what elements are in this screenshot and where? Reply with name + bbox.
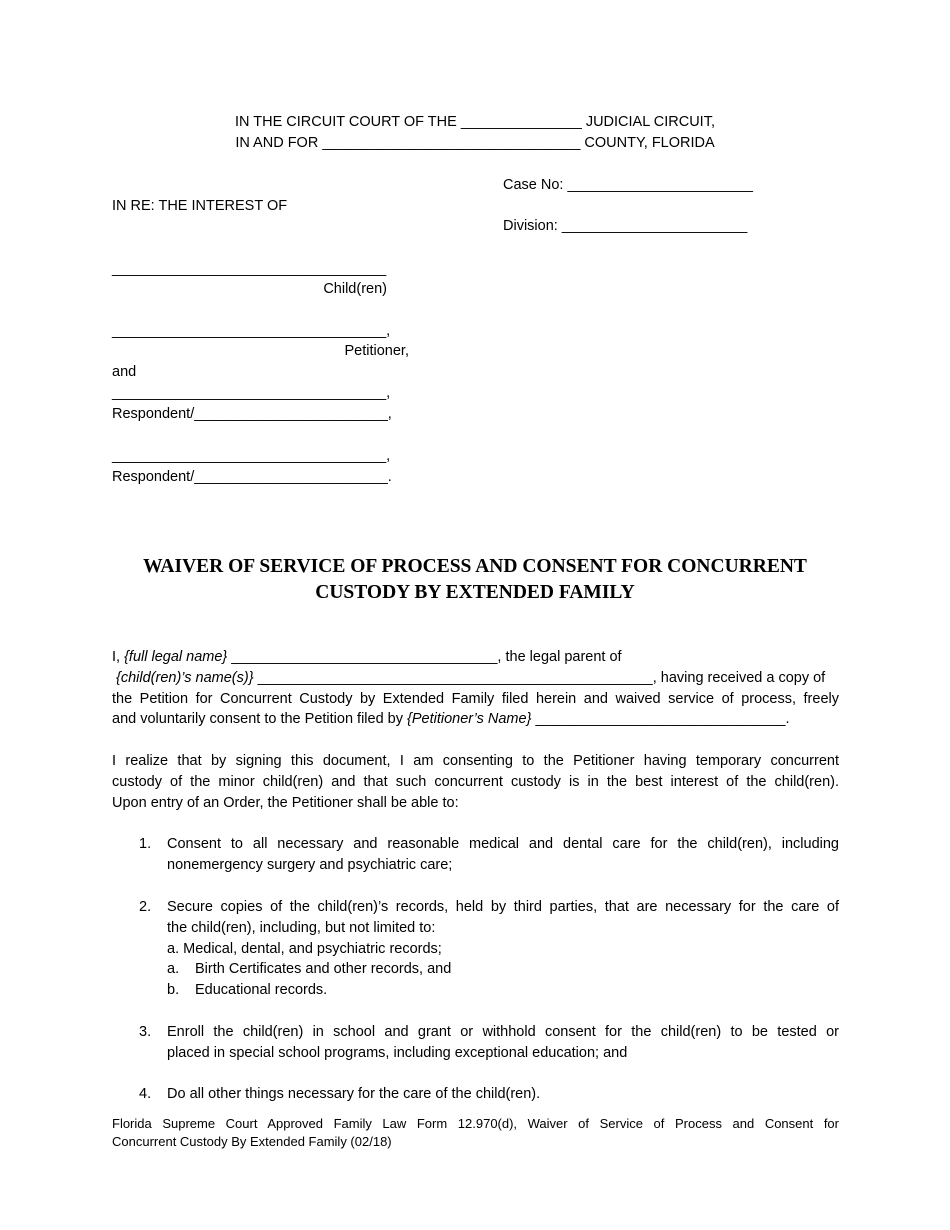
consent-text: _______________________________. xyxy=(531,711,790,728)
form-title-line-2: CUSTODY BY EXTENDED FAMILY xyxy=(315,582,635,603)
list-item-2-sub-birth: Birth Certificates and other records, and xyxy=(195,961,452,977)
division-field: Division: _______________________ xyxy=(503,218,748,234)
court-county-line: IN AND FOR ________________________________ COUNTY, FLORIDA xyxy=(235,135,715,151)
list-item-2-line-2: the child(ren), including, but not limited to: xyxy=(167,919,436,936)
consent-paragraph xyxy=(112,647,839,730)
respondent-1-line: Respondent/________________________, xyxy=(112,406,392,422)
respondent-2-line: Respondent/________________________. xyxy=(112,469,392,485)
consent-line-3: the Petition for Concurrent Custody by Extended Family filed herein and waived service of process, freely xyxy=(112,690,839,707)
list-item-3-line-1: Enroll the child(ren) in school and grant or withhold consent for the child(ren) to be tested or xyxy=(167,1024,839,1040)
footer-line-1: Florida Supreme Court Approved Family Law Form 12.970(d), Waiver of Service of Process and Consent for xyxy=(112,1116,839,1131)
consent-line-1 xyxy=(112,647,839,668)
children-names-prompt: {child(ren)’s name(s)} xyxy=(116,669,254,686)
list-item-1-number: 1. xyxy=(139,836,152,852)
list-item-3 xyxy=(167,1022,839,1064)
footer-line-2: Concurrent Custody By Extended Family (02/18) xyxy=(112,1134,392,1149)
list-item-2-number: 2. xyxy=(139,899,152,915)
list-item-4 xyxy=(167,1084,839,1105)
consent-text: and voluntarily consent to the Petition filed by xyxy=(112,711,408,728)
consent-text: I, xyxy=(112,649,125,665)
petitioner-name-blank: __________________________________, xyxy=(112,323,391,339)
court-circuit-line: IN THE CIRCUIT COURT OF THE _______________ JUDICIAL CIRCUIT, xyxy=(234,114,715,130)
consent-line-4 xyxy=(112,709,839,730)
list-item-1-line-1: Consent to all necessary and reasonable medical and dental care for the child(ren), including xyxy=(167,836,839,852)
list-item-2-sub-birth-marker: a. xyxy=(167,961,180,977)
realization-line-1: I realize that by signing this document, I am consenting to the Petitioner having temporary concurrent xyxy=(112,753,839,769)
list-item-2-line-1: Secure copies of the child(ren)’s records, held by third parties, that are necessary for the care of xyxy=(167,899,839,915)
child-name-blank: __________________________________ xyxy=(112,261,387,277)
consent-line-2 xyxy=(112,668,839,689)
consent-text: _________________________________, the legal parent of xyxy=(227,649,622,665)
list-item-2-sub-educational: Educational records. xyxy=(195,982,328,998)
list-item-1 xyxy=(167,834,839,876)
full-legal-name-prompt: {full legal name} xyxy=(124,649,228,665)
realization-line-2: custody of the minor child(ren) and that such concurrent custody is in the best interest of the child(ren). xyxy=(112,773,839,790)
case-number-field: Case No: _______________________ xyxy=(503,177,753,193)
realization-paragraph xyxy=(112,751,839,813)
list-item-4-line-1: Do all other things necessary for the care of the child(ren). xyxy=(167,1086,541,1102)
list-item-3-number: 3. xyxy=(139,1024,152,1040)
respondent-2-name-blank: __________________________________, xyxy=(112,448,391,464)
list-item-2 xyxy=(167,897,839,959)
consent-text: _________________________________________________, having received a copy of xyxy=(253,669,826,686)
form-footer xyxy=(112,1115,839,1151)
list-item-2-sub-educational-marker: b. xyxy=(167,982,180,998)
list-item-1-line-2: nonemergency surgery and psychiatric care; xyxy=(167,856,453,873)
child-label: Child(ren) xyxy=(323,281,387,297)
and-label: and xyxy=(112,364,137,380)
respondent-1-name-blank: __________________________________, xyxy=(112,385,391,401)
form-title-line-1: WAIVER OF SERVICE OF PROCESS AND CONSENT FOR CONCURRENT xyxy=(143,556,807,577)
petitioner-name-prompt: {Petitioner’s Name} xyxy=(407,711,532,728)
list-item-3-line-2: placed in special school programs, including exceptional education; and xyxy=(167,1044,628,1061)
list-item-4-number: 4. xyxy=(139,1086,152,1102)
petitioner-label: Petitioner, xyxy=(344,343,409,359)
list-item-2-sub-medical: a. Medical, dental, and psychiatric records; xyxy=(167,940,442,957)
in-re-label: IN RE: THE INTEREST OF xyxy=(112,198,288,214)
realization-line-3: Upon entry of an Order, the Petitioner shall be able to: xyxy=(112,794,459,811)
